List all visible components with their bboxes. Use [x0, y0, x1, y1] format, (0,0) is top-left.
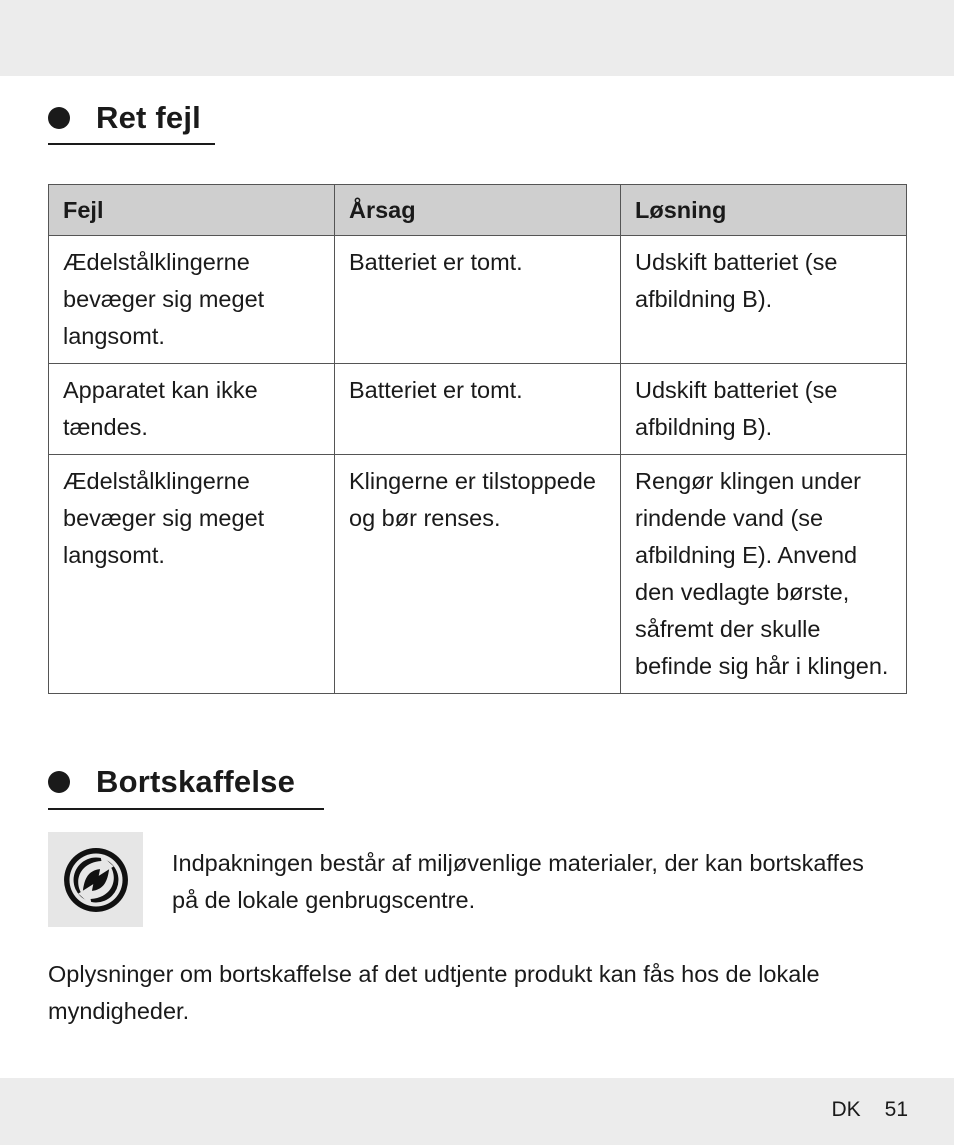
cell-losning: Rengør klingen under rindende vand (se afbildning E). Anvend den vedlagte børste, såfremt der skulle befinde sig hår i klingen. [621, 455, 907, 694]
bullet-icon [48, 107, 70, 129]
page-number: 51 [884, 1098, 908, 1121]
section-title: Ret fejl [96, 100, 201, 135]
cell-arsag: Klingerne er tilstoppede og bør renses. [335, 455, 621, 694]
troubleshooting-table [48, 184, 907, 694]
cell-arsag: Batteriet er tomt. [335, 236, 621, 364]
table-row [49, 236, 907, 364]
table-row [49, 364, 907, 455]
section-title: Bortskaffelse [96, 764, 296, 799]
cell-fejl: Ædelstålklingerne bevæger sig meget langsomt. [49, 455, 335, 694]
heading-underline [48, 808, 324, 810]
cell-losning: Udskift batteriet (se afbildning B). [621, 236, 907, 364]
cell-fejl: Ædelstålklingerne bevæger sig meget langsomt. [49, 236, 335, 364]
section-heading-ret-fejl [48, 100, 201, 136]
table-header-row [49, 185, 907, 236]
page-footer [831, 1098, 908, 1122]
heading-underline [48, 143, 215, 145]
recycle-icon-box [48, 832, 143, 927]
language-code: DK [831, 1098, 861, 1121]
product-disposal-text: Oplysninger om bortskaffelse af det udtjente produkt kan fås hos de lokale myndigheder. [48, 961, 820, 1024]
column-header-arsag: Årsag [335, 185, 621, 236]
section-heading-bortskaffelse [48, 764, 295, 800]
cell-losning: Udskift batteriet (se afbildning B). [621, 364, 907, 455]
cell-arsag: Batteriet er tomt. [335, 364, 621, 455]
column-header-losning: Løsning [621, 185, 907, 236]
bullet-icon [48, 771, 70, 793]
column-header-fejl: Fejl [49, 185, 335, 236]
top-band [0, 0, 954, 76]
cell-fejl: Apparatet kan ikke tændes. [49, 364, 335, 455]
table-row [49, 455, 907, 694]
green-dot-recycling-icon [62, 846, 130, 914]
footer-band [0, 1078, 954, 1145]
packaging-disposal-text: Indpakningen består af miljøvenlige materialer, der kan bortskaffes på de lokale genbrugscentre. [172, 850, 864, 913]
